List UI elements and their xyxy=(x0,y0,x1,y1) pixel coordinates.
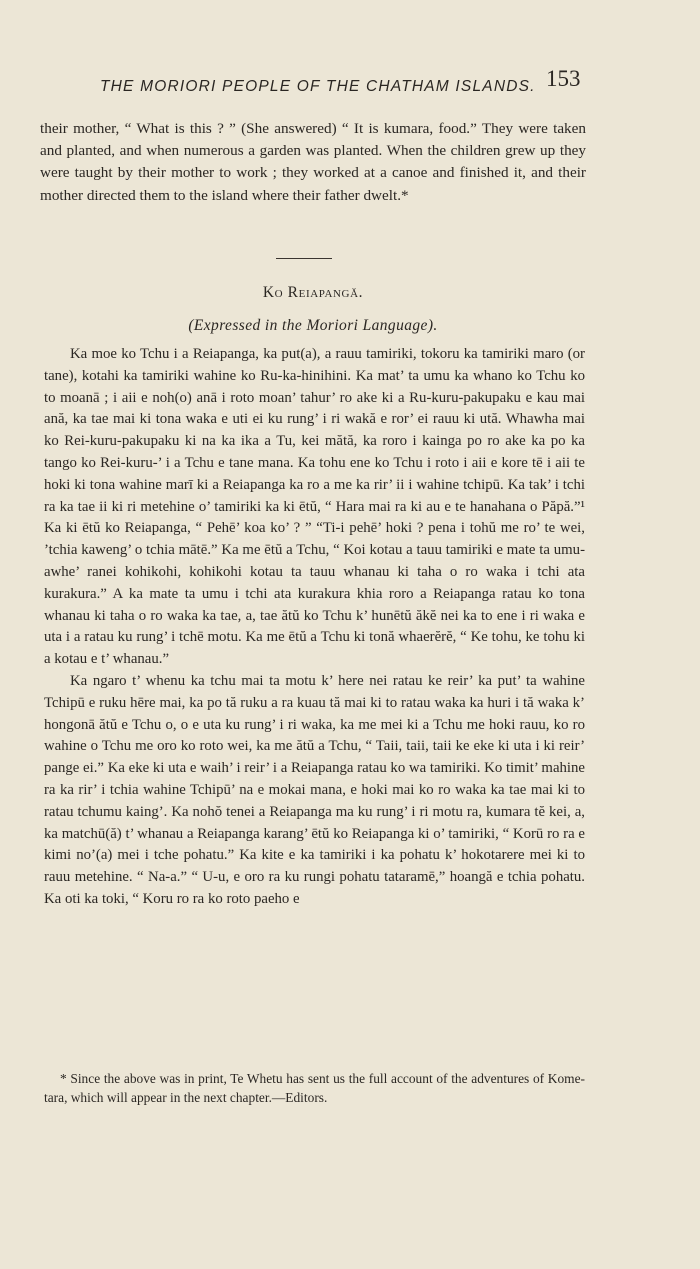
running-head: THE MORIORI PEOPLE OF THE CHATHAM ISLANDS. xyxy=(100,78,536,95)
body-paragraph: Ka moe ko Tchu i a Reiapanga, ka put(a), a rauu tamiriki, tokoru ka tamiriki maro (or tane), kotahi ka tamiriki wahine ko Ru-ka-hinihini. Ka mat’ ta umu ka whano ko Tchu ko to moanā ; i aii e noh(o) anā i roto moan’ tahur’ ro ake ki a Ru-kuru-pakupaku e kau mai ană, ka tae mai ki tona waka e uti ei ku rung’ i ri wakă e ror’ ei rauu ki ută. Whawha mai ko Rei-kuru-pakupaku ki na ka ika a Tu, kei mătă, ka roro i kainga po ro ake ka po ka tango ko Rei-kuru-’ i a Tchu e tane mana. Ka tohu ene ko Tchu i roto i aii e kore tē i aii te hoki ki tona wahine marī ki a Reiapanga ka ro a me ka rir’ ii i wahine tchipū. Ka tak’ i tchi ra ka tae ii ki ri metehine o’ tamiriki ka ki ētŭ, “ Hara mai ra ki au e te hanahana o Păpă.”¹ Ka ki ētŭ ko Reiapanga, “ Pehē’ koa ko’ ? ” “Ti-i pehē’ hoki ? pena i tohŭ me ro’ te wei, ’tchia kaweng’ o tchia mātē.” Ka me ētŭ a Tchu, “ Koi kotau a tauu tamiriki e mate ta umu-awhe’ ranei kohikohi, kohikohi kotau ta tauu whanau ki taha o ro waka i tchi ata kurakura.” A ka mate ta umu i tchi ata kurakura khia roro a Reiapanga ratau ko tona whanau ki taha o ro waka ka tae, a, tae ătŭ ko Tchu k’ hunētŭ ăkĕ nei ka to ene i ri waka e uta i a ratau ku rung’ i tchē motu. Ka me ētŭ a Tchu ki tonă whaerĕrĕ, “ Ke tohu, ke tohu ki a kotau e t’ whanau.” xyxy=(44,346,585,668)
intro-paragraph: their mother, “ What is this ? ” (She answered) “ It is kumara, food.” They were taken and planted, and when numerous a garden was planted. When the children grew up they were taught by their mother to work ; they worked at a canoe and finished it, and their mother directed them to the island where their father dwelt.* xyxy=(40,120,586,204)
footnote: * Since the above was in print, Te Whetu has sent us the full account of the adventures of Kome-tara, which will appear in the next chapter.—Editors. xyxy=(44,1071,585,1105)
body-paragraph: Ka ngaro t’ whenu ka tchu mai ta motu k’ here nei ratau ke reir’ ka put’ ta wahine Tchipū e ruku hēre mai, ka po tă ruku a ra kuau tă mai ki to ratau waka ka huri i tă waka k’ hongonā ătŭ e Tchu o, o e uta ku rung’ i ri waka, ka me mei ki a Tchu me hoki rauu, ko ro wahine o Tchu me oro ko roto wei, ka me ătŭ a Tchu, “ Taii, taii, taii ke eke ki uta i ki reir’ pange ei.” Ka eke ki uta e waih’ i reir’ i a Reiapanga ratau ko wa tamiriki. Ko timit’ mahine ra ka rir’ i tchia wahine Tchipū’ na e mokai mana, e hoki mai ko ro waka ka tae mai ki to ratau tchumu kaing’. Ka nohŏ tenei a Reiapanga ma ku rung’ i ri motu ra, kumara tĕ kei, a, ka matchū(ă) t’ whanau a Reiapanga karang’ ētŭ ko Reiapanga ki o’ tamiriki, “ Korū ro ra e kimi no’(a) mei i tche pohatu.” Ka kite e ka tamiriki i ka pohatu k’ hokotarere mei ki to rauu metehine. “ Na-a.” “ U-u, e oro ra ku rungi pohatu tataramē,” hoangă e tchia pohatu. Ka oti ka toki, “ Koru ro ra ko roto paeho e xyxy=(44,672,585,907)
section-title: Ko Reiapangă. xyxy=(262,284,364,301)
page-number: 153 xyxy=(546,66,581,91)
body-text xyxy=(44,344,585,911)
section-subtitle: (Expressed in the Moriori Language). xyxy=(188,317,438,334)
section-divider xyxy=(276,258,332,259)
